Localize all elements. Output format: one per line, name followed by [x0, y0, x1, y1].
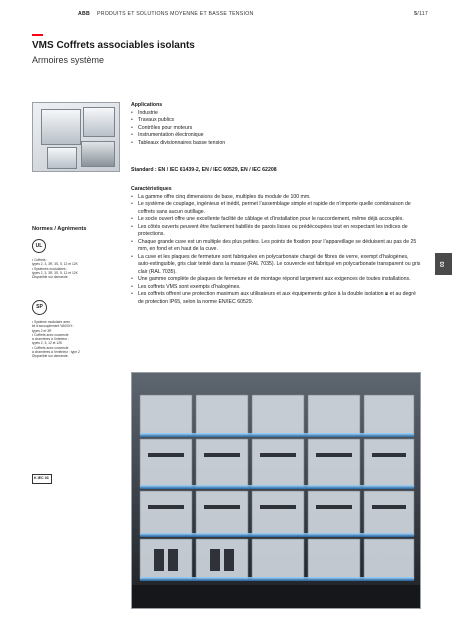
ul-logo-icon: UL	[32, 239, 46, 253]
list-item: • La gamme offre cinq dimensions de base, multiples du module de 100 mm.	[131, 194, 421, 202]
ul-approvals: • Coffrets : types 2, 3, 3R, 3S, 5, 12 et 12K • Systèmes modulaires : types 2, 3, 3R, 3S, 5, 12 et 12K Disponible sur demande.	[32, 258, 78, 280]
list-item: • Chaque grande cuve est un multiple des plus petites. Les points de fixation pour l’appareillage se déduisent au pas de 25 mm, en fond et en haut de la cuve.	[131, 239, 421, 254]
list-item: • Industrie	[131, 110, 421, 118]
chapter-tab[interactable]: 03	[435, 253, 452, 275]
page-subtitle: Armoires système	[32, 55, 105, 65]
header-section: PRODUITS ET SOLUTIONS MOYENNE ET BASSE TENSION	[97, 11, 254, 17]
list-item: • Travaux publics	[131, 117, 421, 125]
list-item: • Les côtés ouverts peuvent être facilement habillés de parois lisses ou prédécoupées tout en respectant les indices de protections.	[131, 224, 421, 239]
norms-heading: Normes / Agréments	[32, 226, 87, 232]
list-item: • Tableaux divisionnaires basse tension	[131, 140, 421, 148]
standard-line: Standard : EN / IEC 61439-2, EN / IEC 60529, EN / IEC 62208	[131, 167, 277, 173]
characteristics-heading: Caractéristiques	[131, 186, 172, 192]
installation-photo	[131, 372, 421, 609]
page-title: VMS Coffrets associables isolants	[32, 40, 195, 51]
list-item: • Instrumentation électronique	[131, 132, 421, 140]
csa-logo-icon: SP	[32, 300, 47, 315]
list-item: • Une gamme complète de plaques de fermeture et de montage répond largement aux exigences de toutes installations.	[131, 276, 421, 284]
list-item: • Les coffrets offrent une protection maximum aux utilisateurs et aux équipements grâce à la double isolation ⧈ et au degré de protection IP65, selon la norme EN/IEC 60529.	[131, 291, 421, 306]
list-item: • Le système de couplage, ingénieux et inédit, permet l’assemblage simple et rapide de n’importe quelle combinaison de coffrets sans aucun outillage.	[131, 201, 421, 216]
list-item: • Les coffrets VMS sont exempts d’halogènes.	[131, 284, 421, 292]
csa-approvals: • Système modulaire avec kit d’accouplement VA00XX : types 2 et 3R • Coffrets avec couvercle à charnières à l’intérieur : types 2, 3, 12 et 12K • Coffrets avec couvercle à charnières à l’extérieur : type 2 Disponible sur demande.	[32, 320, 80, 359]
installation-illustration	[132, 373, 421, 609]
list-item: • Le socle ouvert offre une excellente facilité de câblage et d’installation pour le raccordement, même déjà accouplés.	[131, 216, 421, 224]
page-number: 5/117	[414, 11, 428, 17]
brand-logo: ABB	[78, 11, 90, 17]
page-header	[0, 10, 452, 22]
characteristics-section	[131, 186, 421, 306]
applications-heading: Applications	[131, 102, 163, 108]
enclosure-photo	[32, 102, 120, 172]
accent-bar	[32, 34, 43, 36]
list-item: • La cuve et les plaques de fermeture sont fabriquées en polycarbonate chargé de fibres de verre, exempt d’halogènes, auto-extinguible, gris clair teinté dans la masse (RAL 7035). Le couvercle est fabriqué en polycarbonate transparent ou gris clair (RAL 7035).	[131, 254, 421, 277]
iec-mark-icon: K IEC 33	[32, 474, 52, 484]
list-item: • Contrôles pour moteurs	[131, 125, 421, 133]
applications-section	[131, 102, 421, 147]
